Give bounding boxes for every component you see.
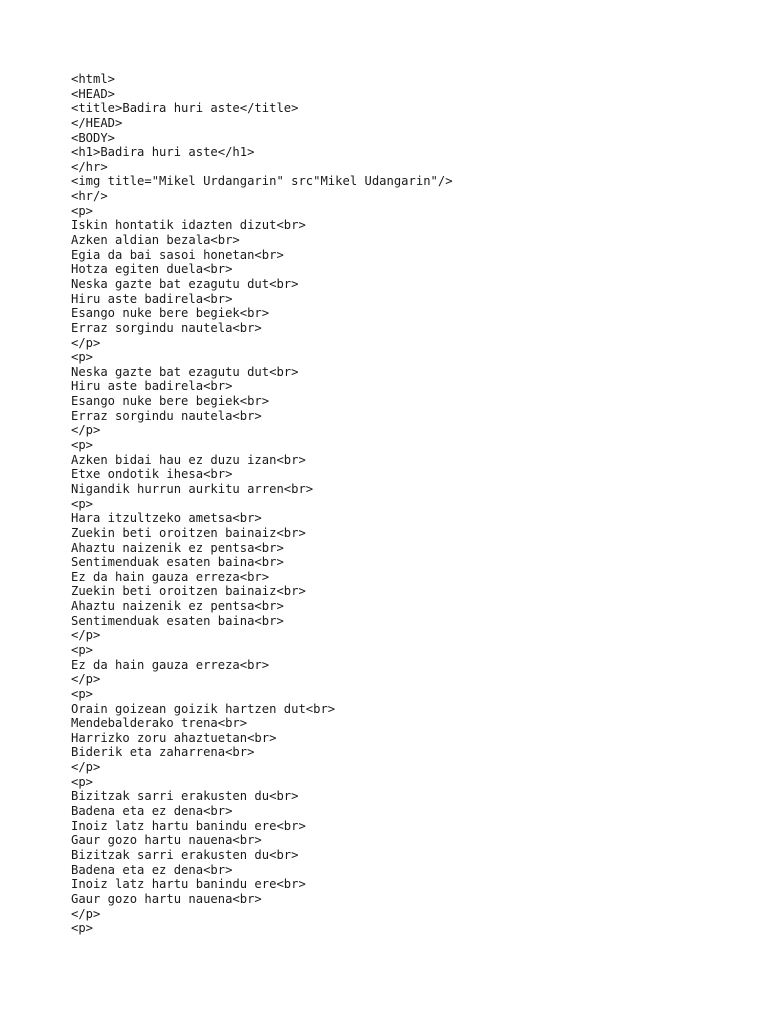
code-line: Harrizko zoru ahaztuetan<br> (71, 730, 277, 745)
code-line: Hiru aste badirela<br> (71, 379, 233, 394)
code-line: </HEAD> (71, 115, 123, 130)
code-line: Neska gazte bat ezagutu dut<br> (71, 364, 299, 379)
code-line: </hr> (71, 159, 108, 174)
code-line: </p> (71, 906, 101, 921)
code-line: Erraz sorgindu nautela<br> (71, 320, 262, 335)
code-line: Bizitzak sarri erakusten du<br> (71, 789, 299, 804)
code-line: <img title="Mikel Urdangarin" src"Mikel Udangarin"/> (71, 174, 453, 189)
code-line: Ez da hain gauza erreza<br> (71, 569, 270, 584)
code-line: Ez da hain gauza erreza<br> (71, 657, 270, 672)
code-line: Esango nuke bere begiek<br> (71, 306, 270, 321)
code-line: <p> (71, 350, 94, 365)
code-line: Mendebalderako trena<br> (71, 716, 248, 731)
code-line: <h1>Badira huri aste</h1> (71, 145, 255, 160)
code-line: Orain goizean goizik hartzen dut<br> (71, 701, 336, 716)
code-line: <p> (71, 496, 94, 511)
code-line: </p> (71, 335, 101, 350)
code-line: Inoiz latz hartu banindu ere<br> (71, 818, 306, 833)
code-line: Bizitzak sarri erakusten du<br> (71, 847, 299, 862)
code-line: Neska gazte bat ezagutu dut<br> (71, 276, 299, 291)
code-line: Biderik eta zaharrena<br> (71, 745, 255, 760)
document-page (71, 72, 751, 936)
code-line: <HEAD> (71, 86, 116, 101)
code-line: Egia da bai sasoi honetan<br> (71, 247, 284, 262)
code-line: <BODY> (71, 130, 116, 145)
code-line: Iskin hontatik idazten dizut<br> (71, 218, 306, 233)
code-line: Sentimenduak esaten baina<br> (71, 613, 284, 628)
code-line: Etxe ondotik ihesa<br> (71, 467, 233, 482)
code-line: <p> (71, 642, 94, 657)
code-line: Badena eta ez dena<br> (71, 862, 233, 877)
code-line: Zuekin beti oroitzen bainaiz<br> (71, 525, 306, 540)
code-line: Gaur gozo hartu nauena<br> (71, 833, 262, 848)
code-line: </p> (71, 628, 101, 643)
code-line: Esango nuke bere begiek<br> (71, 394, 270, 409)
code-line: <html> (71, 72, 116, 86)
code-line: </p> (71, 672, 101, 687)
code-line: </p> (71, 423, 101, 438)
code-line: <p> (71, 921, 94, 936)
code-line: Badena eta ez dena<br> (71, 804, 233, 819)
code-line: Gaur gozo hartu nauena<br> (71, 891, 262, 906)
code-line: Zuekin beti oroitzen bainaiz<br> (71, 584, 306, 599)
code-line: Sentimenduak esaten baina<br> (71, 555, 284, 570)
code-line: <p> (71, 438, 94, 453)
code-line: Azken aldian bezala<br> (71, 233, 240, 248)
code-line: Azken bidai hau ez duzu izan<br> (71, 452, 306, 467)
code-line: Hiru aste badirela<br> (71, 291, 233, 306)
code-line: <p> (71, 203, 94, 218)
code-line: <hr/> (71, 189, 108, 204)
code-line: Hotza egiten duela<br> (71, 262, 233, 277)
code-line: <title>Badira huri aste</title> (71, 101, 299, 116)
code-line: </p> (71, 760, 101, 775)
code-line: Ahaztu naizenik ez pentsa<br> (71, 540, 284, 555)
code-line: Nigandik hurrun aurkitu arren<br> (71, 481, 314, 496)
code-line: Ahaztu naizenik ez pentsa<br> (71, 599, 284, 614)
code-line: Erraz sorgindu nautela<br> (71, 408, 262, 423)
code-line: Hara itzultzeko ametsa<br> (71, 511, 262, 526)
code-line: Inoiz latz hartu banindu ere<br> (71, 877, 306, 892)
code-line: <p> (71, 686, 94, 701)
code-line: <p> (71, 774, 94, 789)
